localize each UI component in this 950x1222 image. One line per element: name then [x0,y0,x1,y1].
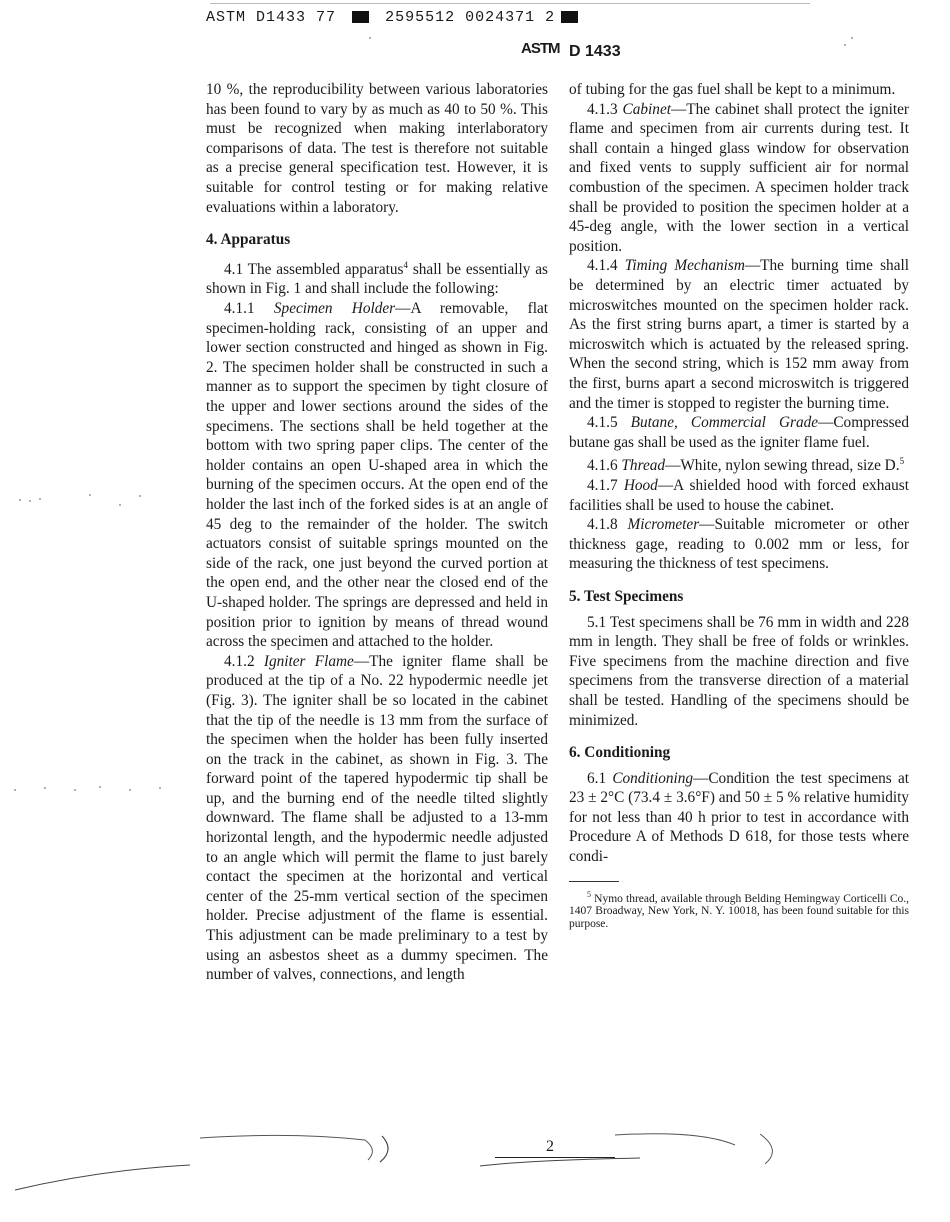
header-block-mark [352,11,369,23]
scan-curve-left-2 [380,1136,388,1162]
page-number-rule [495,1157,615,1158]
designation: D 1433 [569,43,621,60]
section-5-heading: 5. Test Specimens [569,587,684,605]
left-column [206,80,548,985]
header-code-b: 2595512 0024371 2 [385,9,556,26]
footnote-rule [569,881,619,882]
astm-logo: ASTM [521,40,560,57]
footnote-ref-5: 5 [899,456,905,467]
right-column [569,80,909,931]
paragraph-4-1: 4.1 The assembled apparatus$^4$ shall be essentially as shown in Fig. 1 and shall include the following: [206,259,548,298]
header-block-mark-2 [561,11,578,23]
paragraph-continued-right: of tubing for the gas fuel shall be kept to a minimum. [569,81,896,98]
paragraph-5-1: 5.1 Test specimens shall be 76 mm in width and 228 mm in length. They shall be free of folds or wrinkles. Five specimens from the machine direction and five specimens from the transverse direction of a material shall be tested. Handling of the specimens should be minimized. [569,613,909,729]
paragraph-4-1-4: 4.1.4 Timing Mechanism—The burning time shall be determined by an electric timer actuated by microswitches mounted on the specimen holder rack. As the first string burns apart, a timer is started by a microswitch which is actuated by the released spring. When the second string, which is 152 mm away from the first, burns apart a second microswitch is triggered and the timer is stopped to register the burning time. [569,257,909,412]
paragraph-continued: 10 %, the reproducibility between various laboratories has been found to vary by as much as 40 to 50 %. This must be recognized when making interlaboratory comparisons of data. The test is therefore not suitable as a precise general specification test. However, it is suitable for control testing or for making relative evaluations within a laboratory. [206,81,548,216]
paragraph-4-1-2: 4.1.2 Igniter Flame—The igniter flame shall be produced at the tip of a No. 22 hypodermic needle jet (Fig. 3). The igniter shall be so located in the cabinet that the tip of the needle is 13 mm from the surface of the specimen when the holder has been fully inserted on the track in the cabinet, as shown in Fig. 3. The forward point of the tapered hypodermic tip shall be up, and the burning end of the needle tilted slightly downward. The flame shall be adjusted to a 13-mm horizontal length, and the hypodermic needle adjusted to an angle which will permit the flame to just barely contact the specimen at the horizontal and vertical center of the 25-mm vertical section of the specimen holder. Precise adjustment of the flame is essential. This adjustment can be made preliminary to a test by using an asbestos sheet as a dummy specimen. The number of valves, connections, and length [206,652,548,984]
header-code [206,9,584,26]
scan-curve-left [200,1135,372,1160]
paragraph-4-1-8: 4.1.8 Micrometer—Suitable micrometer or other thickness gage, reading to 0.002 mm or less, for measuring the thickness of test specimens. [569,516,910,573]
page-number: 2 [546,1138,554,1155]
scan-curve-right [615,1134,735,1145]
paragraph-4-1-6: 4.1.6 Thread—White, nylon sewing thread, size D.$^5$ [587,456,905,475]
section-6-heading: 6. Conditioning [569,744,671,762]
paragraph-4-1-5: 4.1.5 Butane, Commercial Grade—Compressed butane gas shall be used as the igniter flame fuel. [569,414,909,451]
header-rule [210,3,810,4]
paragraph-6-1: 6.1 Conditioning—Condition the test specimens at 23 ± 2°C (73.4 ± 3.6°F) and 50 ± 5 % relative humidity for not less than 40 h prior to test in accordance with Procedure A of Methods D 618, for those tests where condi- [569,769,909,866]
paragraph-4-1-1: 4.1.1 Specimen Holder—A removable, flat specimen-holding rack, consisting of an upper and lower section constructed and hinged as shown in Fig. 2. The specimen holder shall be constructed in such a manner as to support the specimen by tight closure of the upper and lower sections around the sides of the specimens. The sections shall be held together at the bottom with two spring paper clips. The center of the holder contains an open U-shaped area in which the burning of the specimen occurs. At the open end of the holder the last inch of the forked sides is at an angle of 45 deg to the remainder of the holder. The switch actuators consist of suitable springs mounted on the side of the rack, one just beyond the curved portion at the open end, and the other near the closed end of the U-shaped holder. The springs are depressed and held in position prior to ignition by means of thread wound across the specimen and attached to the holder. [206,300,548,651]
footnote-5: $^5$ Nymo thread, available through Belding Hemingway Corticelli Co., 1407 Broadway, New York, N. Y. 10018, has been found suitable for this purpose. [569,889,909,931]
paragraph-4-1-3: 4.1.3 Cabinet—The cabinet shall protect the igniter flame and specimen from air currents during test. It shall contain a hinged glass window for observation and fixed vents to supply sufficient air for normal combustion of the specimen. A specimen holder track shall be provided to position the specimen holder at a 45-deg angle, with the lower section in a vertical position. [569,100,909,255]
footnote-ref-4: 4 [403,259,408,270]
scan-curve-bottom-2 [480,1158,640,1166]
scan-curve-right-2 [760,1134,772,1164]
header-code-a: ASTM D1433 77 [206,9,337,26]
scan-curve-bottom [15,1165,190,1190]
section-4-heading: 4. Apparatus [206,231,291,249]
paragraph-4-1-7: 4.1.7 Hood—A shielded hood with forced exhaust facilities shall be used to house the cabinet. [569,476,909,514]
